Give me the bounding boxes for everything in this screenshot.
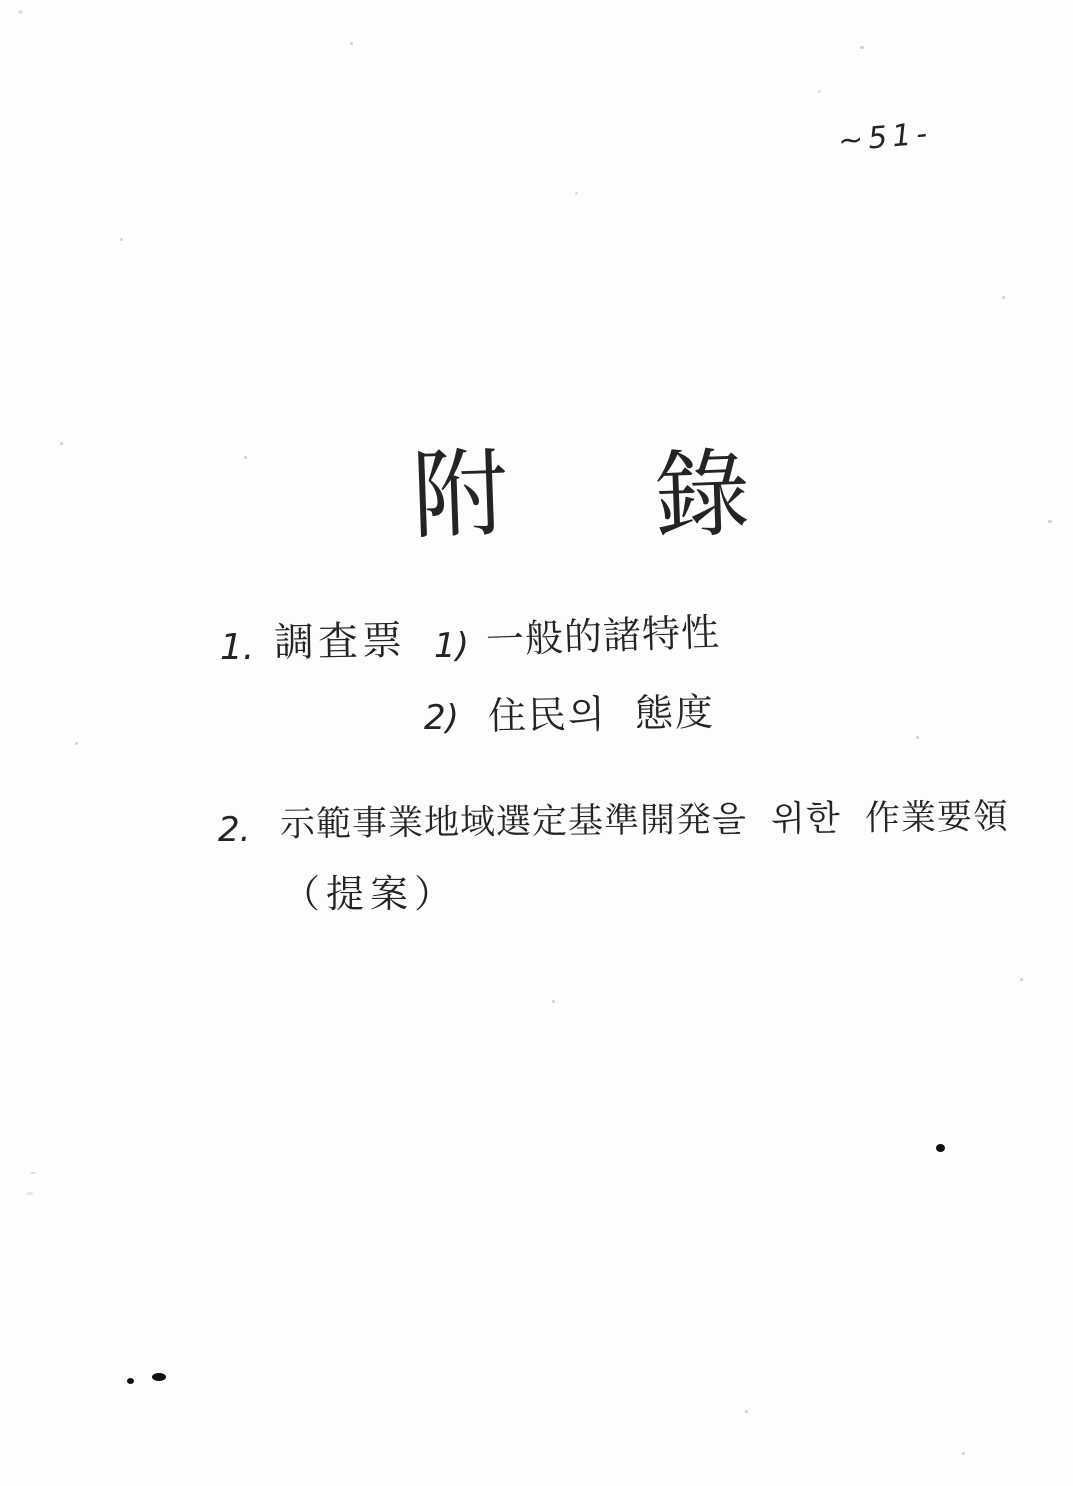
scan-speck — [350, 42, 353, 45]
scan-speck — [962, 1452, 965, 1455]
scan-speck — [75, 742, 78, 745]
page-title-char-right: 錄 — [652, 437, 752, 553]
scan-speck — [818, 90, 821, 93]
scan-speck — [575, 192, 578, 195]
scan-speck — [26, 1192, 34, 1195]
scan-speck — [60, 442, 63, 445]
item-1-sub-2-text: 住民의 態度 — [487, 690, 716, 738]
item-1-sub-1-text: 一般的諸特性 — [485, 609, 721, 663]
scan-speck — [745, 1410, 748, 1413]
ink-dot — [936, 1144, 945, 1152]
item-2-number: 2. — [218, 810, 251, 850]
scan-speck — [244, 456, 247, 459]
scan-speck — [860, 46, 864, 49]
ink-dot — [127, 1378, 134, 1384]
scan-speck — [916, 736, 919, 739]
scan-speck — [18, 10, 23, 14]
scan-speck — [30, 1172, 36, 1174]
item-1-sub-2-number: 2) — [424, 698, 459, 738]
page-title-char-left: 附 — [410, 437, 510, 553]
scan-speck — [120, 238, 123, 241]
scan-speck — [1048, 520, 1052, 523]
item-1-number: 1. — [220, 627, 255, 668]
item-1-sub-1-number: 1) — [434, 626, 469, 666]
page-title — [412, 438, 750, 553]
scan-speck — [1020, 978, 1023, 981]
item-2-subtext: （提案） — [282, 872, 459, 916]
scan-speck — [552, 1000, 555, 1003]
item-2-text: 示範事業地域選定基準開発을 위한 作業要領 — [279, 797, 1010, 845]
item-1-label: 調査票 — [273, 617, 407, 667]
page-number: ~51- — [836, 115, 934, 160]
ink-dot — [152, 1373, 166, 1381]
scan-speck — [1002, 296, 1005, 299]
